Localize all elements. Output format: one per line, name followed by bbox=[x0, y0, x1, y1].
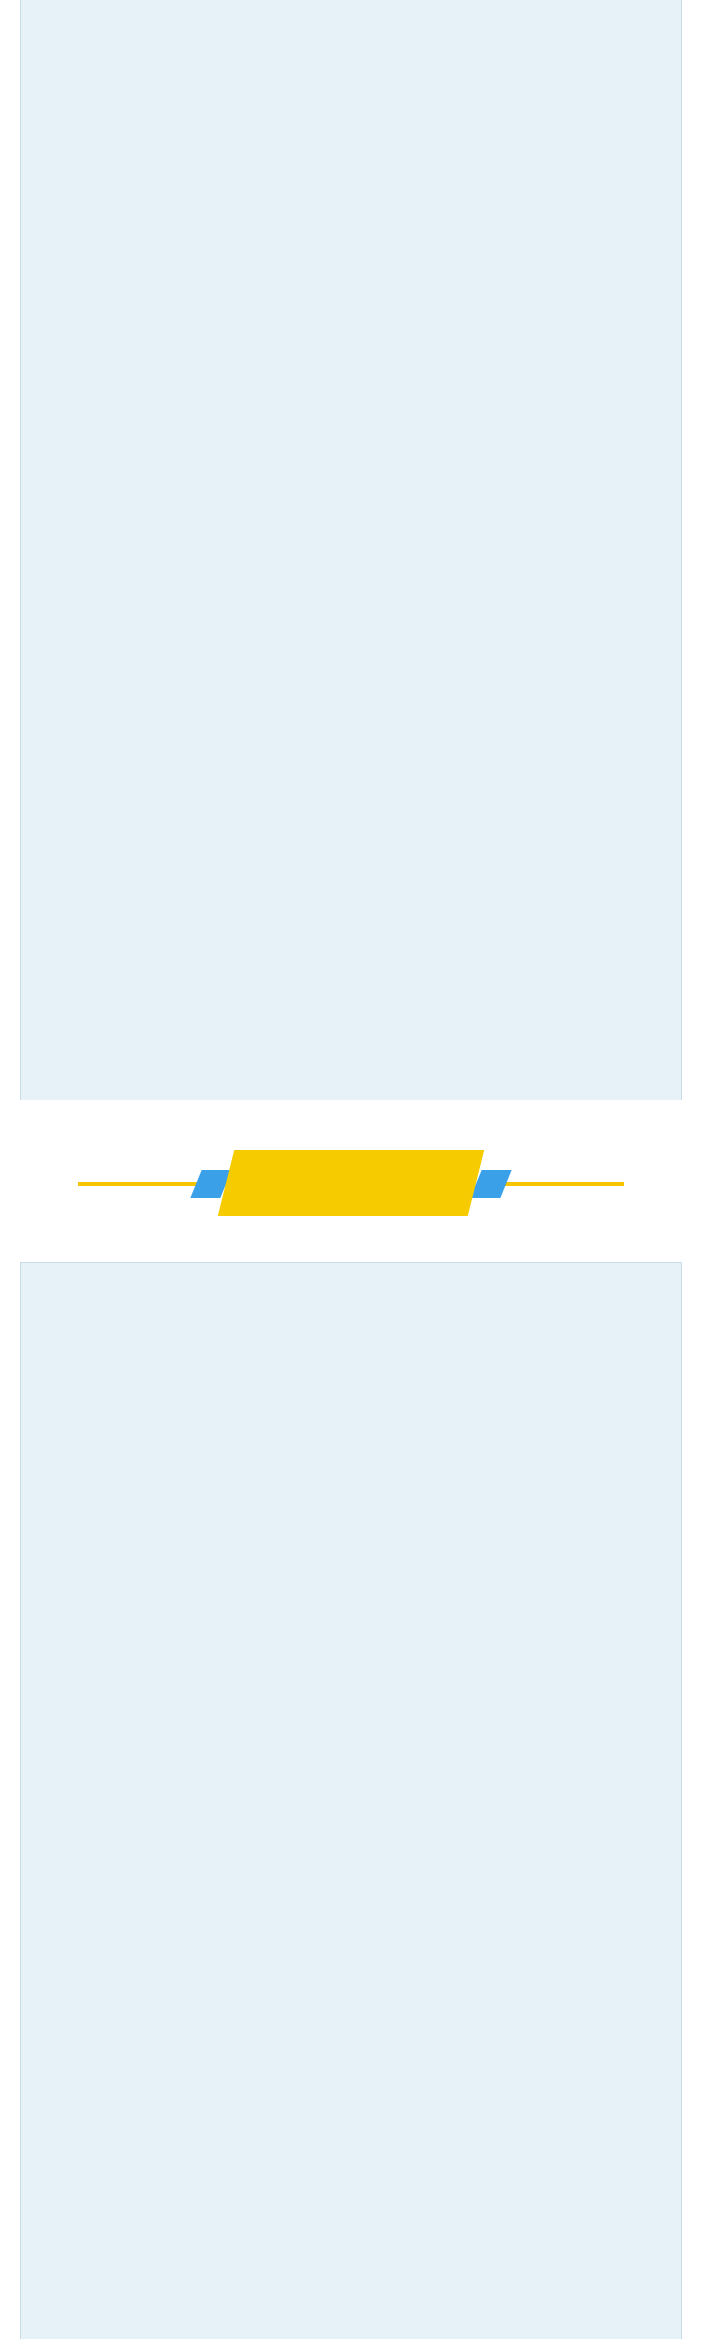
reminder-bottom-panel bbox=[20, 1262, 682, 2339]
section-banner bbox=[0, 1150, 702, 1220]
banner-title bbox=[226, 1150, 476, 1216]
disclaimer-top-panel bbox=[20, 0, 682, 1100]
